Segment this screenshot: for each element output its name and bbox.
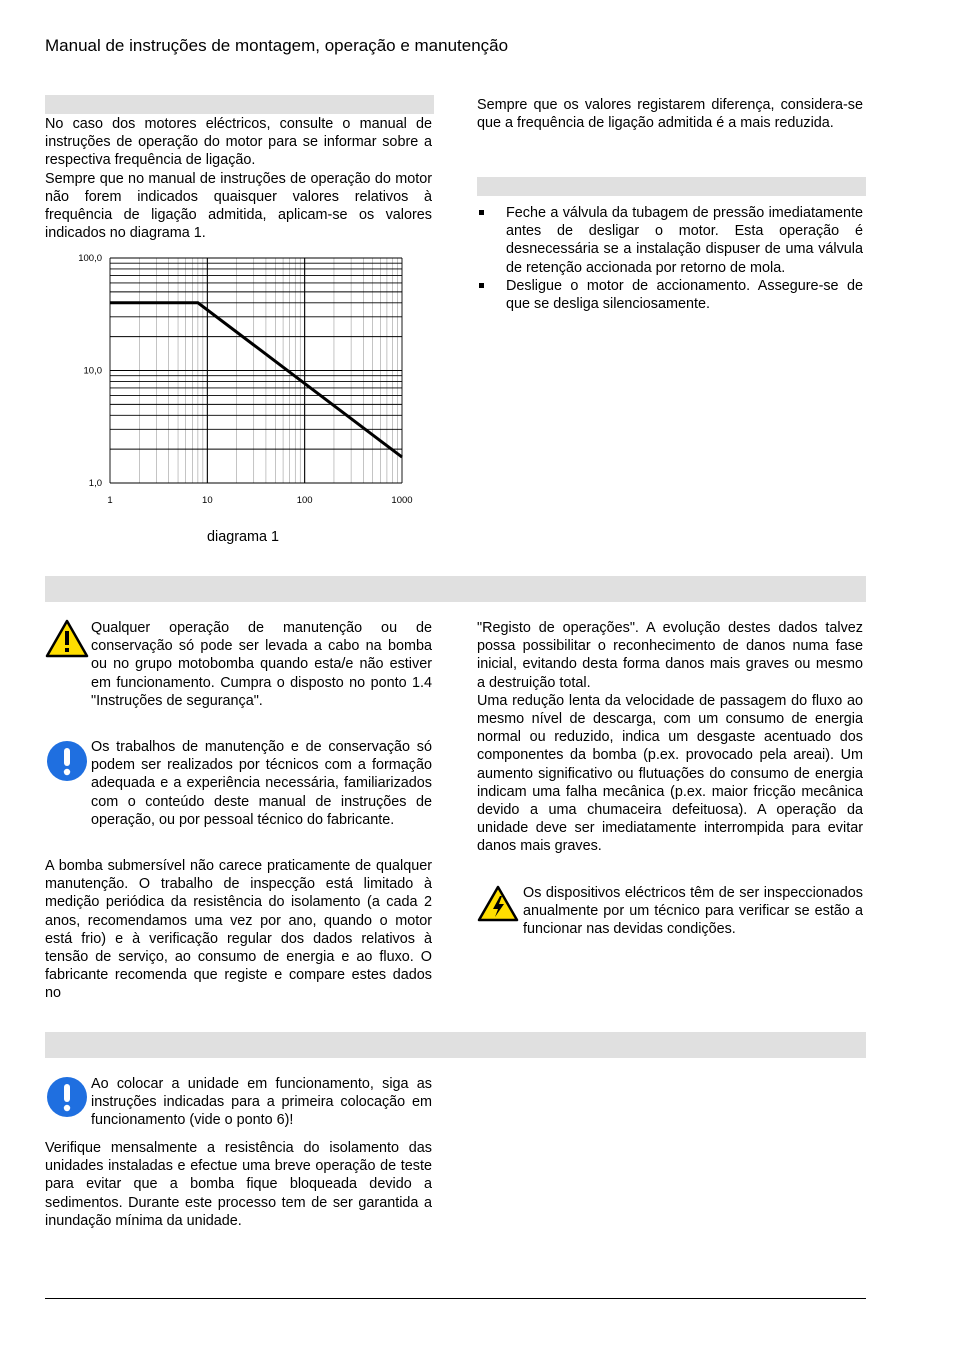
bullet-item: Feche a válvula da tubagem de pressão imediatamente antes de desligar o motor. Esta operação é desnecessária se a instalação dispuser de uma válvula de retenção accionada por retorno de mola. bbox=[477, 204, 863, 277]
exclamation-circle-icon bbox=[46, 1076, 88, 1123]
x-tick-label: 1000 bbox=[391, 495, 413, 506]
electric-text: Os dispositivos eléctricos têm de ser inspeccionados anualmente por um técnico para verificar se estão a funcionar nas devidas condições. bbox=[523, 885, 863, 938]
paragraph: Uma redução lenta da velocidade de passagem do fluxo ao mesmo nível de descarga, com um consumo de energia normal ou reduzido, indica um desgaste acentuado dos componentes da bomba (p.ex. provocado pela areai). Um aumento significativo ou flutuações do consumo de energia indicam uma falha mecânica (p.ex. maior fricção mecânica devido a uma chumaceira defeituosa). A operação da unidade deve ser imediatamente interrompida para evitar danos mais graves. bbox=[477, 692, 863, 855]
maintenance-body-left: A bomba submersível não carece praticamente de qualquer manutenção. O trabalho de inspecção está limitado à medição periódica da resistência do isolamento (a cada 2 anos, recomendamos uma vez por ano, quando o motor está frio) e à verificação regular dos dados relativos à tensão de serviço, ao consumo de energia e ao fluxo. O fabricante recomenda que registe e compare estes dados no bbox=[45, 858, 432, 1002]
section-bar-storage bbox=[45, 1032, 866, 1058]
info-text: Os trabalhos de manutenção e de conservação só podem ser realizados por técnicos com a formação adequada e a experiência necessária, familiarizados com o conteúdo deste manual de instruções de operação, ou por pessoal técnico do fabricante. bbox=[91, 739, 432, 828]
footer-divider bbox=[45, 1298, 866, 1299]
y-tick-label: 1,0 bbox=[88, 478, 102, 489]
paragraph: No caso dos motores eléctricos, consulte o manual de instruções de operação do motor para se informar sobre a respectiva frequência de ligação. bbox=[45, 116, 432, 169]
maintenance-body-right bbox=[477, 619, 863, 856]
warning-text: Qualquer operação de manutenção ou de conservação só pode ser levada a cabo na bomba ou no grupo motobomba quando esta/e não estiver em funcionamento. Cumpra o disposto no ponto 1.4 "Instruções de segurança". bbox=[91, 620, 432, 709]
section-a-text bbox=[45, 115, 432, 242]
section-bar-maintenance bbox=[45, 576, 866, 602]
diagram-caption: diagrama 1 bbox=[207, 529, 279, 545]
storage-body: Verifique mensalmente a resistência do isolamento das unidades instaladas e efectue uma breve operação de teste para evitar que a bomba fique bloqueada devido a sedimentos. Durante este processo tem de ser garantida a inundação mínima da unidade. bbox=[45, 1140, 432, 1229]
section-bar-switching-frequency bbox=[45, 95, 434, 114]
paragraph: "Registo de operações". A evolução destes dados talvez possa possibilitar o reconhecimento de danos numa fase inicial, evitando desta forma danos mais graves ou mesmo a destruição total. bbox=[477, 620, 863, 691]
info-text: Ao colocar a unidade em funcionamento, siga as instruções indicadas para a primeira colocação em funcionamento (vide o ponto 6)! bbox=[91, 1076, 432, 1129]
x-tick-label: 1 bbox=[107, 495, 113, 506]
y-tick-label: 10,0 bbox=[83, 365, 102, 377]
warning-triangle-icon bbox=[45, 619, 89, 664]
chart-grid bbox=[110, 258, 402, 483]
shutdown-bullets bbox=[477, 204, 863, 313]
section-bar-shutdown bbox=[477, 177, 866, 196]
x-tick-label: 100 bbox=[296, 495, 313, 506]
bullet-item: Desligue o motor de accionamento. Assegure-se de que se desliga silenciosamente. bbox=[477, 277, 863, 313]
page-title: Manual de instruções de montagem, operação e manutenção bbox=[45, 36, 509, 55]
exclamation-circle-icon bbox=[46, 740, 88, 787]
info-note-operation bbox=[45, 1075, 432, 1135]
y-tick-label: 100,0 bbox=[78, 253, 102, 264]
electric-note bbox=[477, 884, 863, 960]
x-tick-label: 10 bbox=[202, 495, 213, 506]
paragraph: Sempre que no manual de instruções de operação do motor não forem indicados quaisquer valores relativos à frequência de ligação admitida, aplicam-se os valores indicados no diagrama 1. bbox=[45, 170, 432, 242]
chart-series-line bbox=[110, 303, 402, 457]
diagram-1-chart bbox=[60, 246, 420, 516]
high-voltage-icon bbox=[477, 885, 519, 928]
chart-ticks bbox=[78, 253, 412, 506]
section-a-right-text: Sempre que os valores registarem diferença, considera-se que a frequência de ligação admitida é a mais reduzida. bbox=[477, 97, 863, 132]
warning-note bbox=[45, 619, 432, 731]
info-note bbox=[45, 738, 432, 850]
